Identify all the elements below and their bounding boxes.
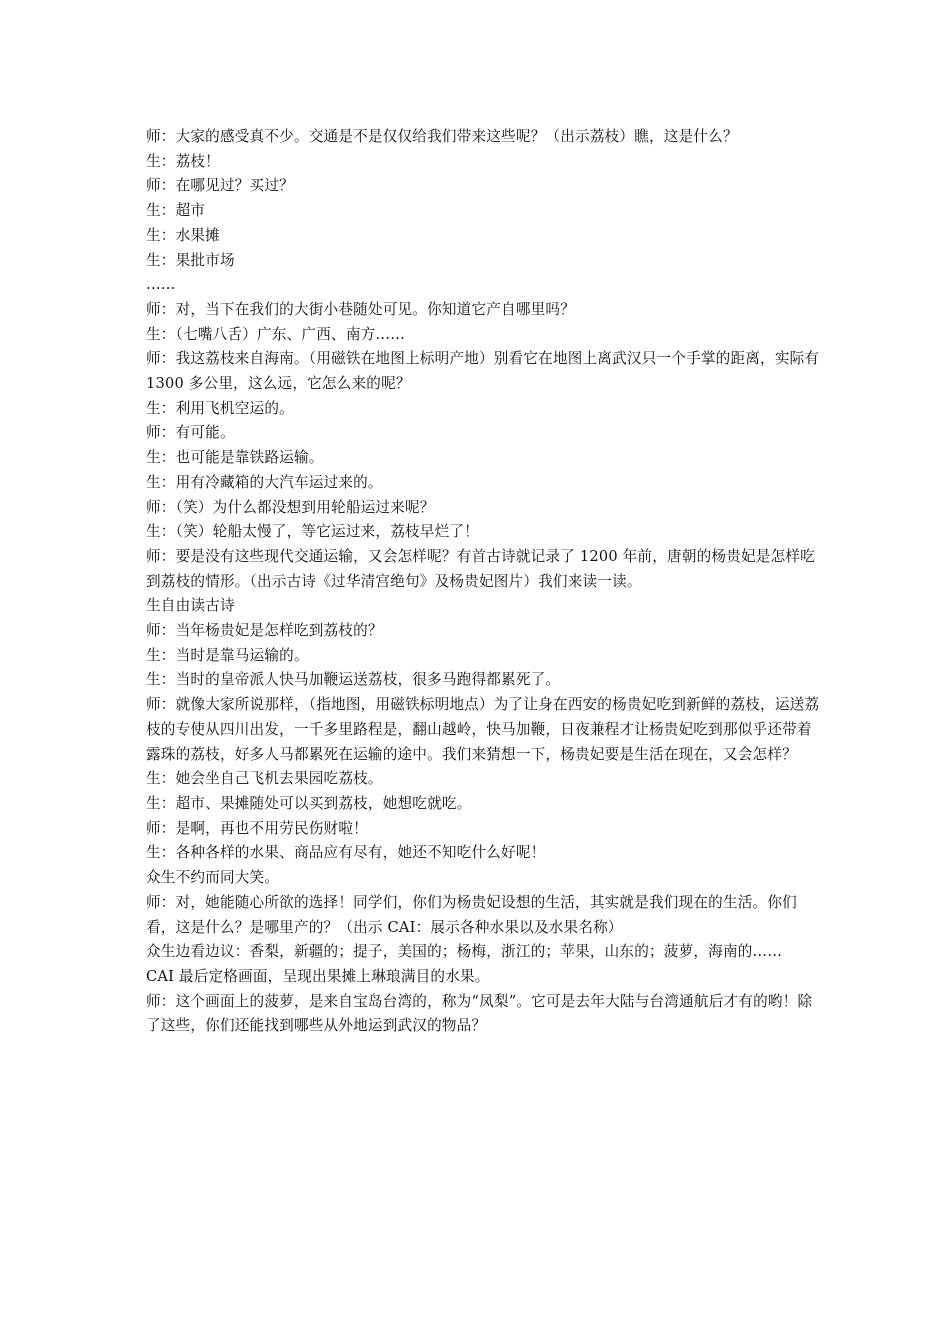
- paragraph: 生：利用飞机空运的。: [146, 399, 294, 417]
- paragraph: 生：用有冷藏箱的大汽车运过来的。: [146, 473, 383, 491]
- paragraph: 生：她会坐自己飞机去果园吃荔枝。: [146, 770, 383, 788]
- paragraph: 众生边看边议：香梨，新疆的；提子，美国的；杨梅，浙江的；苹果，山东的；菠萝，海南的……: [146, 943, 783, 961]
- paragraph: 生：水果摊: [146, 226, 220, 244]
- paragraph: 生自由读古诗: [146, 597, 235, 615]
- paragraph: 生：当时是靠马运输的。: [146, 646, 309, 664]
- paragraph: 师：在哪见过？买过？: [146, 177, 294, 195]
- paragraph: CAI 最后定格画面，呈现出果摊上琳琅满目的水果。: [146, 967, 490, 985]
- paragraph: 生：当时的皇帝派人快马加鞭运送荔枝，很多马跑得都累死了。: [146, 671, 561, 689]
- paragraph: ……: [146, 276, 176, 294]
- paragraph: 师：有可能。: [146, 424, 235, 442]
- paragraph: 师：我这荔枝来自海南。（用磁铁在地图上标明产地）别看它在地图上离武汉只一个手掌的距离，实际有 1300 多公里，这么远，它怎么来的呢？: [146, 350, 820, 393]
- document-body: [146, 125, 826, 1039]
- paragraph: 生：荔枝！: [146, 152, 220, 170]
- paragraph: 生：（笑）轮船太慢了，等它运过来，荔枝早烂了！: [146, 523, 479, 541]
- paragraph: 师：是啊，再也不用劳民伤财啦！: [146, 819, 368, 837]
- paragraph: 众生不约而同大笑。: [146, 869, 280, 887]
- paragraph: 师：就像大家所说那样，（指地图，用磁铁标明地点）为了让身在西安的杨贵妃吃到新鲜的荔枝，运送荔枝的专使从四川出发，一千多里路程是，翻山越岭，快马加鞭，日夜兼程才让杨贵妃吃到那似乎还带着露珠的荔枝，好多人马都累死在运输的途中。我们来猜想一下，杨贵妃要是生活在现在，又会怎样？: [146, 696, 820, 763]
- paragraph: 生：果批市场: [146, 251, 235, 269]
- paragraph: 生：超市: [146, 202, 206, 220]
- paragraph: 师：这个画面上的菠萝，是来自宝岛台湾的，称为“凤梨”。它可是去年大陆与台湾通航后才有的哟！除了这些，你们还能找到哪些从外地运到武汉的物品？: [146, 992, 813, 1035]
- paragraph: 生：（七嘴八舌）广东、广西、南方……: [146, 325, 405, 343]
- paragraph: 师：（笑）为什么都没想到用轮船运过来呢？: [146, 498, 435, 516]
- paragraph: 生：也可能是靠铁路运输。: [146, 449, 324, 467]
- paragraph: 师：要是没有这些现代交通运输，又会怎样呢？有首古诗就记录了 1200 年前，唐朝的杨贵妃是怎样吃到荔枝的情形。（出示古诗《过华清宫绝句》及杨贵妃图片）我们来读一读。: [146, 547, 815, 590]
- paragraph: 师：大家的感受真不少。交通是不是仅仅给我们带来这些呢？（出示荔枝）瞧，这是什么？: [146, 128, 738, 145]
- paragraph: 师：对，当下在我们的大街小巷随处可见。你知道它产自哪里吗？: [146, 300, 576, 318]
- paragraph: 生：超市、果摊随处可以买到荔枝，她想吃就吃。: [146, 794, 472, 812]
- paragraph: 师：对，她能随心所欲的选择！同学们，你们为杨贵妃设想的生活，其实就是我们现在的生活。你们看，这是什么？是哪里产的？（出示 CAI：展示各种水果以及水果名称）: [146, 893, 797, 936]
- paragraph: 师：当年杨贵妃是怎样吃到荔枝的？: [146, 622, 383, 640]
- paragraph: 生：各种各样的水果、商品应有尽有，她还不知吃什么好呢！: [146, 844, 546, 862]
